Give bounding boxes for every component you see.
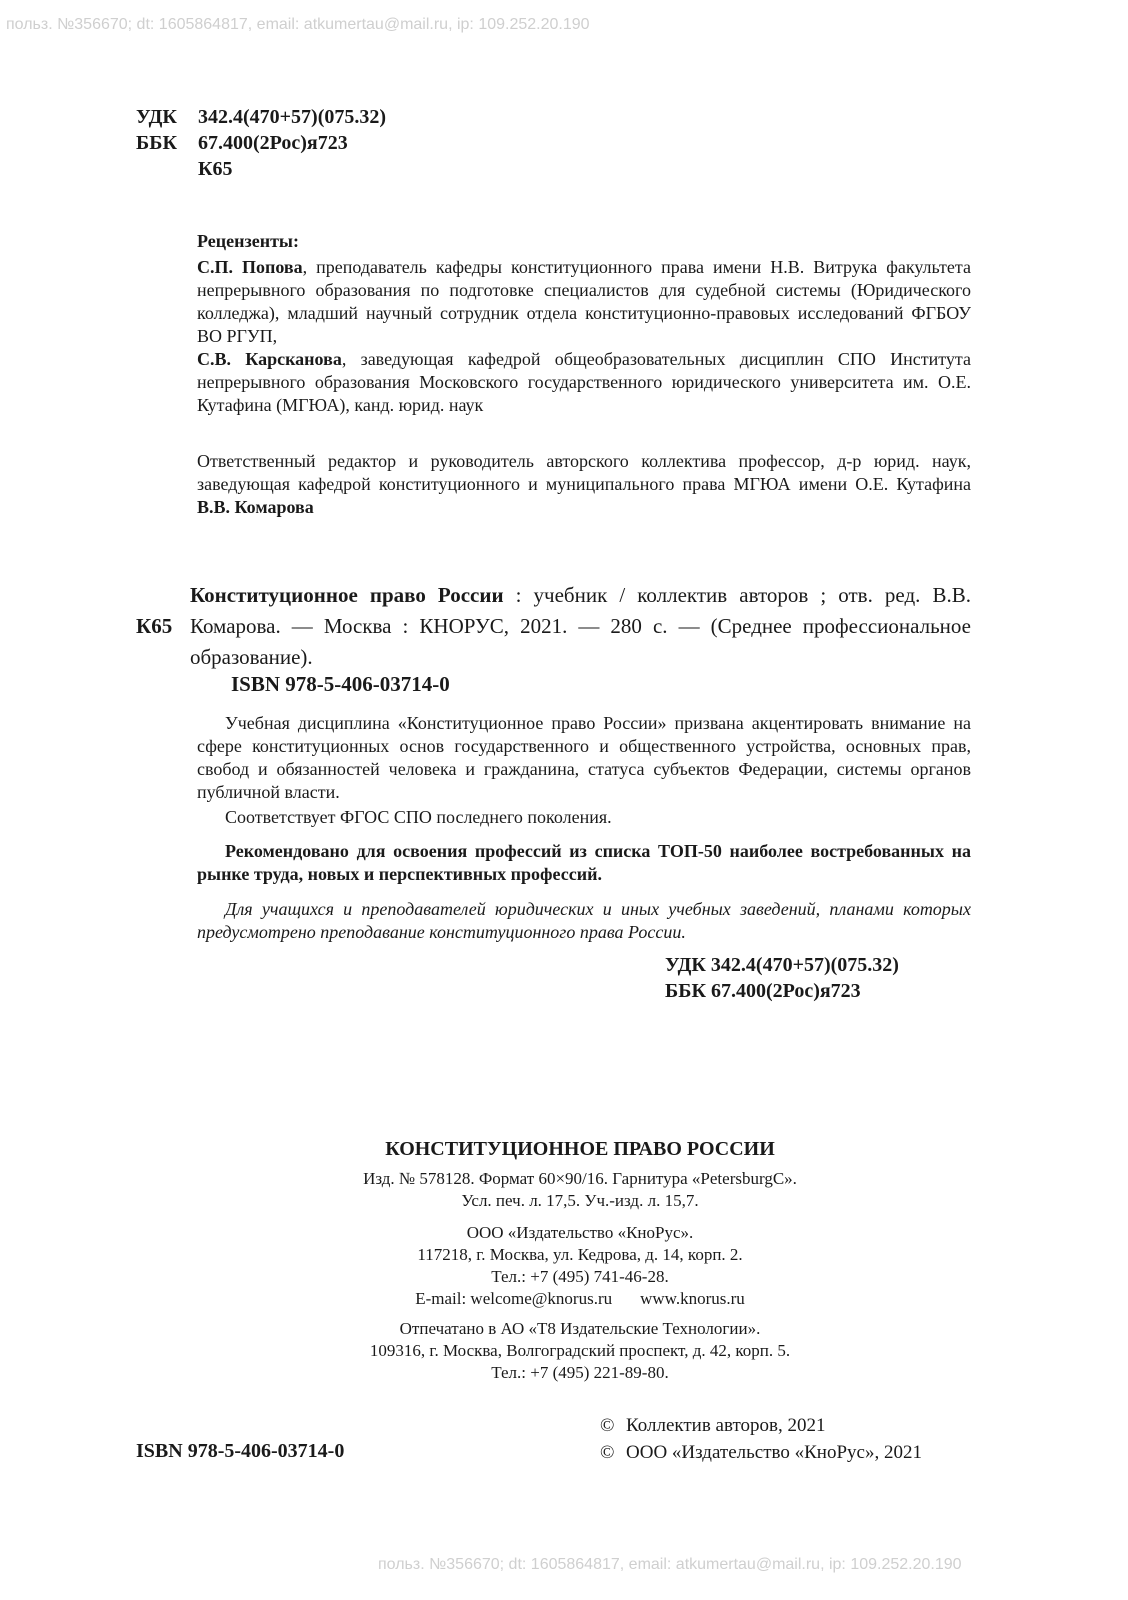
copyright-icon: © [600, 1442, 615, 1463]
printer-phone: Тел.: +7 (495) 221-89-80. [491, 1363, 669, 1382]
copyright-line-2: © ООО «Издательство «КноРус», 2021 [600, 1439, 922, 1466]
udk-value: 342.4(470+57)(075.32) [198, 106, 387, 128]
imprint-specs [300, 1168, 860, 1212]
copyright-icon: © [600, 1415, 615, 1436]
imprint-title: КОНСТИТУЦИОННОЕ ПРАВО РОССИИ [385, 1138, 775, 1160]
publisher-website: www.knorus.ru [640, 1289, 745, 1308]
bibliographic-record [190, 580, 971, 673]
reviewer-2 [197, 348, 971, 417]
copyright-block [600, 1412, 922, 1466]
editor-text: Ответственный редактор и руководитель авторского коллектива профессор, д-р юрид. наук, заведующая кафедрой конституционного и муниципального права МГЮА имени О.Е. Кутафина [197, 451, 971, 494]
publisher-address: 117218, г. Москва, ул. Кедрова, д. 14, корп. 2. [417, 1245, 743, 1264]
reviewer-1-name: С.П. Попова [197, 257, 303, 277]
editor-name: В.В. Комарова [197, 497, 314, 517]
isbn-footer: ISBN 978-5-406-03714-0 [136, 1440, 345, 1462]
printer-address: 109316, г. Москва, Волгоградский проспект, д. 42, корп. 5. [369, 1341, 791, 1360]
udk-right: УДК 342.4(470+57)(075.32) [665, 954, 899, 976]
printer-info [300, 1318, 860, 1384]
watermark-top: польз. №356670; dt: 1605864817, email: atkumertau@mail.ru, ip: 109.252.20.190 [6, 16, 590, 33]
book-title: Конституционное право России [190, 583, 504, 607]
printer-name: Отпечатано в АО «Т8 Издательские Технологии». [399, 1319, 761, 1338]
copyright-line-1: © Коллектив авторов, 2021 [600, 1412, 922, 1439]
annotation-audience: Для учащихся и преподавателей юридических и иных учебных заведений, планами которых предусмотрено преподавание конституционного права России. [197, 899, 971, 942]
author-mark: К65 [198, 158, 233, 180]
annotation-paragraph-2: Соответствует ФГОС СПО последнего поколения. [225, 807, 612, 827]
reviewer-1-text: , преподаватель кафедры конституционного права имени Н.В. Витрука факультета непрерывного образования по подготовке специалистов для судебной системы (Юридического колледжа), младший научный сотрудник отдела конституционно-правовых исследований ФГБОУ ВО РГУП, [197, 257, 971, 346]
reviewer-1 [197, 256, 971, 348]
publisher-email: E-mail: welcome@knorus.ru [415, 1289, 613, 1308]
publisher-name: ООО «Издательство «КноРус». [466, 1223, 694, 1242]
publisher-info [300, 1222, 860, 1310]
reviewer-2-name: С.В. Карсканова [197, 349, 342, 369]
bibliography-mark: К65 [136, 614, 173, 638]
annotation-recommendation: Рекомендовано для освоения профессий из списка ТОП-50 наиболее востребованных на рынке труда, новых и перспективных профессий. [197, 841, 971, 884]
udk-label: УДК [136, 106, 177, 128]
watermark-bottom: польз. №356670; dt: 1605864817, email: atkumertau@mail.ru, ip: 109.252.20.190 [378, 1556, 962, 1573]
publisher-contacts [300, 1288, 860, 1310]
reviewers-title: Рецензенты: [197, 231, 299, 251]
classification-codes [136, 104, 386, 182]
imprint-line-2: Усл. печ. л. 17,5. Уч.-изд. л. 15,7. [461, 1191, 699, 1210]
classification-codes-right [665, 952, 899, 1004]
bbk-value: 67.400(2Рос)я723 [198, 132, 348, 154]
isbn-main: ISBN 978-5-406-03714-0 [231, 672, 450, 696]
bibliography-text: : учебник / коллектив авторов ; отв. ред. В.В. Комарова. — Москва : КНОРУС, 2021. — 280 с. — (Среднее профессиональное образование). [190, 583, 971, 669]
annotation-paragraph-1: Учебная дисциплина «Конституционное право России» призвана акцентировать внимание на сфере конституционных основ государственного и общественного устройства, основных прав, свобод и обязанностей человека и гражданина, статуса субъектов Федерации, системы органов публичной власти. [197, 713, 971, 802]
bbk-label: ББК [136, 132, 177, 154]
publisher-phone: Тел.: +7 (495) 741-46-28. [491, 1267, 669, 1286]
responsible-editor [197, 450, 971, 519]
bbk-right: ББК 67.400(2Рос)я723 [665, 980, 861, 1002]
reviewer-2-text: , заведующая кафедрой общеобразовательных дисциплин СПО Института непрерывного образования Московского государственного юридического университета им. О.Е. Кутафина (МГЮА), канд. юрид. наук [197, 349, 972, 415]
imprint-line-1: Изд. № 578128. Формат 60×90/16. Гарнитура «PetersburgC». [363, 1169, 797, 1188]
